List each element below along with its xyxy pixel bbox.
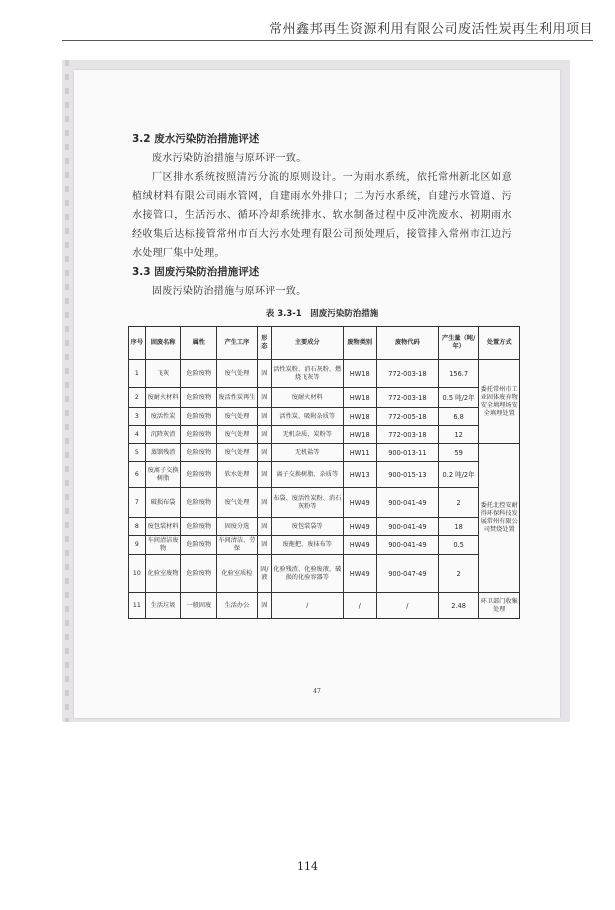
table-row	[129, 536, 520, 555]
table-cell: 一般固废	[181, 593, 217, 619]
table-cell: 废耐火材料	[145, 388, 181, 408]
table-cell: 危险废物	[181, 488, 217, 518]
disposal-cell-3: 环卫部门收集处理	[479, 593, 520, 619]
table-cell: 危险废物	[181, 360, 217, 388]
table-cell: 772-005-18	[376, 408, 438, 426]
table-cell: 废包装袋等	[272, 518, 344, 536]
disposal-cell-1: 委托常州市工业固体废弃物安全填埋场安全填埋处置	[479, 360, 520, 444]
table-cell: 生活办公	[217, 593, 258, 619]
table-cell: 900-047-49	[376, 555, 438, 593]
disposal-cell-2: 委托北控安耐得环保科技发展常州有限公司焚烧处置	[479, 444, 520, 593]
table-cell: 活性炭粉、消石灰粉、燃烧飞灰等	[272, 360, 344, 388]
table-row	[129, 488, 520, 518]
table-header-cell: 形态	[257, 327, 271, 360]
table-cell: 4	[129, 426, 146, 444]
table-cell: 3	[129, 408, 146, 426]
table-cell: /	[272, 593, 344, 619]
table-cell: HW49	[343, 555, 376, 593]
table-header-cell: 主要成分	[272, 327, 344, 360]
table-cell: 900-015-13	[376, 462, 438, 488]
table-cell: 固废分选	[217, 518, 258, 536]
table-cell: 离子交换树脂、杂质等	[272, 462, 344, 488]
table-cell: 无机杂质、炭粉等	[272, 426, 344, 444]
table-row	[129, 360, 520, 388]
table-cell: 固	[257, 593, 271, 619]
table-cell: 900-013-11	[376, 444, 438, 462]
table-cell: 危险废物	[181, 518, 217, 536]
table-cell: HW13	[343, 462, 376, 488]
table-cell: 软水处理	[217, 462, 258, 488]
table-cell: 固	[257, 518, 271, 536]
table-cell: 废耐火材料	[272, 388, 344, 408]
table-cell: HW18	[343, 360, 376, 388]
table-cell: 900-041-49	[376, 536, 438, 555]
table-cell: /	[343, 593, 376, 619]
table-cell: 破损布袋	[145, 488, 181, 518]
table-cell: 废活性炭再生	[217, 388, 258, 408]
table-cell: 0.5	[438, 536, 479, 555]
table-cell: 废气处理	[217, 488, 258, 518]
table-cell: HW49	[343, 488, 376, 518]
header-title: 常州鑫邦再生资源利用有限公司废活性炭再生利用项目	[268, 22, 593, 37]
table-cell: 2	[438, 555, 479, 593]
table-cell: 900-041-49	[376, 488, 438, 518]
table-cell: 1	[129, 360, 146, 388]
table-row	[129, 593, 520, 619]
table-row	[129, 426, 520, 444]
table-cell: 布袋、废活性炭粉、消石灰粉等	[272, 488, 344, 518]
table-cell: 772-003-18	[376, 388, 438, 408]
solid-waste-table	[128, 326, 520, 619]
table-cell: 固	[257, 408, 271, 426]
table-cell: 废包装材料	[145, 518, 181, 536]
table-row	[129, 518, 520, 536]
table-caption: 表 3.3-1 固废污染防治措施	[265, 309, 379, 319]
table-cell: 2.48	[438, 593, 479, 619]
section-3-2-para-1: 废水污染防治措施与原环评一致。	[152, 153, 307, 164]
table-cell: 9	[129, 536, 146, 555]
table-cell: 772-003-18	[376, 360, 438, 388]
table-cell: 危险废物	[181, 536, 217, 555]
table-cell: 5	[129, 444, 146, 462]
table-cell: 固	[257, 444, 271, 462]
table-cell: 化验残渣、化验废液、破损的化验容器等	[272, 555, 344, 593]
table-cell: 7	[129, 488, 146, 518]
table-cell: 固	[257, 536, 271, 555]
scanned-page-area	[62, 60, 570, 722]
table-header-cell: 固废名称	[145, 327, 181, 360]
table-cell: 危险废物	[181, 408, 217, 426]
table-cell: 固	[257, 488, 271, 518]
table-cell: 危险废物	[181, 555, 217, 593]
table-cell: 废离子交换树脂	[145, 462, 181, 488]
table-header-cell: 产生量（吨/年）	[438, 327, 479, 360]
table-header-cell: 属性	[181, 327, 217, 360]
table-cell: 6.8	[438, 408, 479, 426]
inner-page-number: 47	[313, 688, 321, 695]
table-row	[129, 408, 520, 426]
table-cell: 900-041-49	[376, 518, 438, 536]
table-row	[129, 444, 520, 462]
table-cell: 固/液	[257, 555, 271, 593]
scan-edge-marks	[65, 60, 69, 722]
table-cell: 2	[129, 388, 146, 408]
table-cell: 废活性炭	[145, 408, 181, 426]
table-cell: 156.7	[438, 360, 479, 388]
section-3-2-heading: 3.2 废水污染防治措施评述	[132, 133, 260, 145]
table-row	[129, 388, 520, 408]
table-cell: 危险废物	[181, 444, 217, 462]
table-cell: 蒸馏残渣	[145, 444, 181, 462]
table-cell: 无机盐等	[272, 444, 344, 462]
section-3-2-para-2: 厂区排水系统按照清污分流的原则设计。一为雨水系统，依托常州新北区如意植绒材料有限公司雨水管网，自建雨水外排口；二为污水系统，自建污水管道、污水接管口，生活污水、循环冷却系统排水、软水制备过程中反冲洗废水、初期雨水经收集后达标接管常州市百大污水处理有限公司预处理后，接管排入常州市江边污水处理厂集中处理。	[132, 172, 512, 259]
table-cell: 化验室废物	[145, 555, 181, 593]
section-3-3-para-1: 固废污染防治措施与原环评一致。	[152, 286, 307, 297]
scanned-paper	[74, 70, 560, 718]
table-cell: 化验室质检	[217, 555, 258, 593]
table-cell: 活性炭、吸附杂质等	[272, 408, 344, 426]
table-cell: HW49	[343, 536, 376, 555]
table-cell: 危险废物	[181, 388, 217, 408]
table-cell: 危险废物	[181, 426, 217, 444]
table-header-cell: 处置方式	[479, 327, 520, 360]
page-number: 114	[297, 860, 318, 873]
table-cell: 6	[129, 462, 146, 488]
table-cell: 废气处理	[217, 360, 258, 388]
table-cell: HW18	[343, 388, 376, 408]
table-header-cell: 序号	[129, 327, 146, 360]
table-cell: 生活垃圾	[145, 593, 181, 619]
table-row	[129, 555, 520, 593]
table-cell: 危险废物	[181, 462, 217, 488]
table-header-cell: 废物代码	[376, 327, 438, 360]
table-cell: 固	[257, 388, 271, 408]
table-cell: HW18	[343, 408, 376, 426]
table-cell: 772-003-18	[376, 426, 438, 444]
table-cell: 0.2 吨/2年	[438, 462, 479, 488]
table-row	[129, 462, 520, 488]
table-header-cell: 产生工序	[217, 327, 258, 360]
table-cell: 废气处理	[217, 426, 258, 444]
table-cell: 固	[257, 426, 271, 444]
table-cell: 59	[438, 444, 479, 462]
table-cell: 11	[129, 593, 146, 619]
table-cell: 18	[438, 518, 479, 536]
header-divider	[62, 40, 593, 41]
table-cell: 10	[129, 555, 146, 593]
table-cell: 飞灰	[145, 360, 181, 388]
table-cell: 0.5 吨/2年	[438, 388, 479, 408]
table-cell: HW11	[343, 444, 376, 462]
table-cell: 2	[438, 488, 479, 518]
table-cell: 固	[257, 360, 271, 388]
table-cell: 车间清洁废物	[145, 536, 181, 555]
table-cell: 车间清洁、劳保	[217, 536, 258, 555]
table-header-cell: 废物类别	[343, 327, 376, 360]
section-3-3-heading: 3.3 固废污染防治措施评述	[132, 266, 260, 278]
table-cell: 沉降灰渣	[145, 426, 181, 444]
table-cell: 废拖把、废抹布等	[272, 536, 344, 555]
table-cell: 12	[438, 426, 479, 444]
table-cell: HW18	[343, 426, 376, 444]
table-cell: HW49	[343, 518, 376, 536]
table-header-row	[129, 327, 520, 360]
table-cell: 废气处理	[217, 408, 258, 426]
table-cell: /	[376, 593, 438, 619]
table-cell: 废气处理	[217, 444, 258, 462]
table-cell: 固	[257, 462, 271, 488]
table-cell: 8	[129, 518, 146, 536]
document-body	[130, 130, 518, 619]
